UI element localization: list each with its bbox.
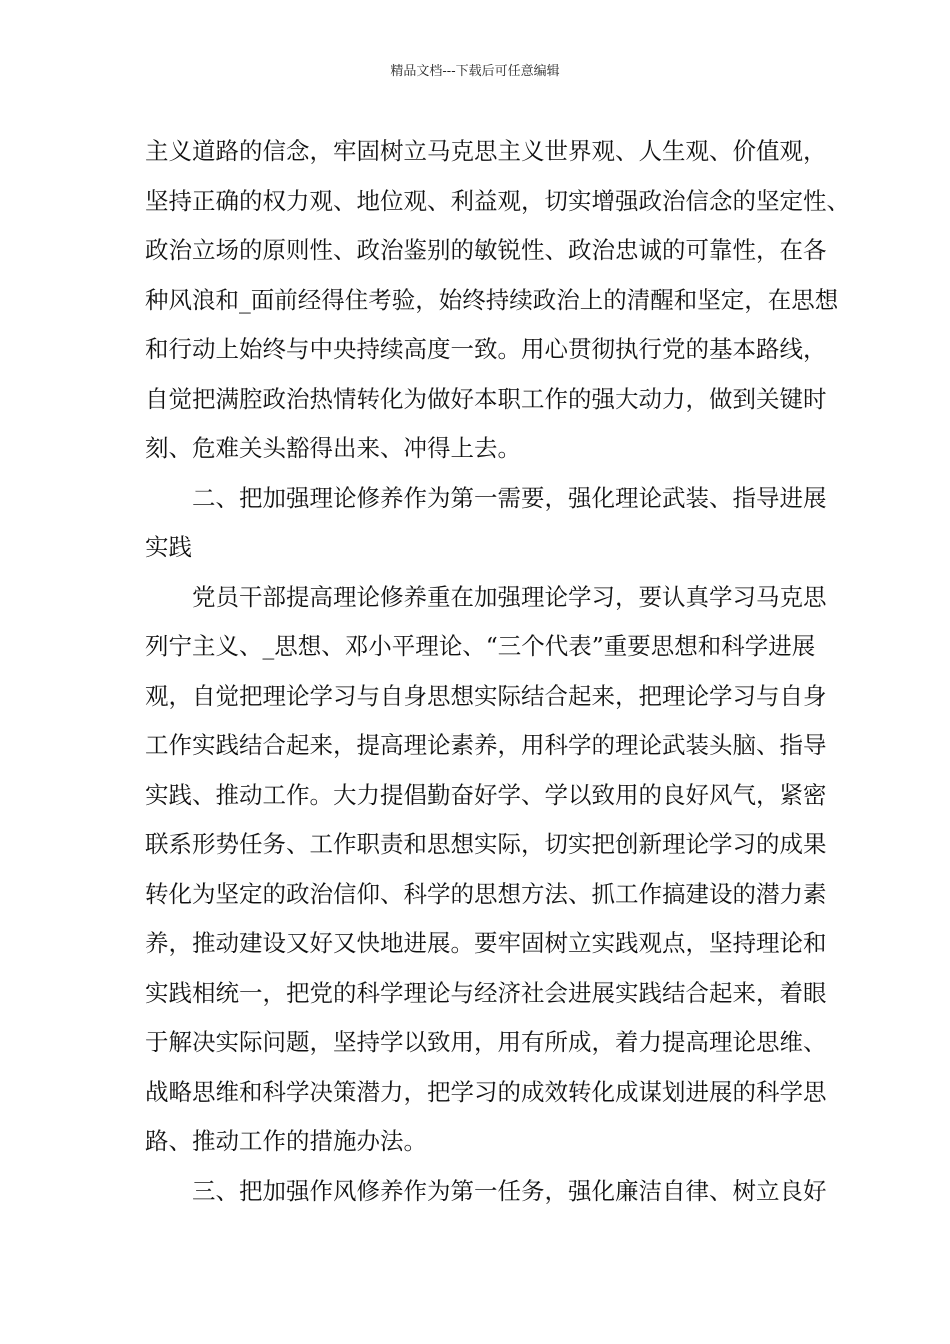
text-line: 养，推动建设又好又快地进展。要牢固树立实践观点，坚持理论和 — [145, 929, 827, 957]
page-header: 精品文档---下载后可任意编辑 — [390, 64, 560, 79]
text-line: 主义道路的信念，牢固树立马克思主义世界观、人生观、价值观， — [145, 137, 827, 165]
text-line: 自觉把满腔政治热情转化为做好本职工作的强大动力，做到关键时 — [145, 384, 827, 413]
text-line: 刻、危难关头豁得出来、冲得上去。 — [145, 434, 521, 462]
text-line: 政治立场的原则性、政治鉴别的敏锐性、政治忠诚的可靠性，在各 — [145, 236, 827, 264]
body-text — [145, 133, 850, 1222]
text-line: 观，自觉把理论学习与自身思想实际结合起来，把理论学习与自身 — [145, 681, 827, 710]
text-line: 列宁主义、_思想、邓小平理论、“三个代表”重要思想和科学进展 — [145, 632, 816, 660]
text-line: 转化为坚定的政治信仰、科学的思想方法、抓工作搞建设的潜力素 — [145, 879, 827, 908]
section-heading-continuation: 实践 — [145, 533, 192, 561]
section-heading: 二、把加强理论修养作为第一需要，强化理论武装、指导进展 — [192, 483, 827, 512]
text-line: 种风浪和_面前经得住考验，始终持续政治上的清醒和坚定，在思想 — [145, 285, 839, 314]
text-line: 路、推动工作的措施办法。 — [145, 1127, 427, 1155]
text-line: 坚持正确的权力观、地位观、利益观，切实增强政治信念的坚定性、 — [145, 186, 850, 215]
text-line: 工作实践结合起来，提高理论素养，用科学的理论武装头脑、指导 — [145, 731, 827, 759]
section-heading: 三、把加强作风修养作为第一任务，强化廉洁自律、树立良好 — [192, 1176, 827, 1205]
text-line: 联系形势任务、工作职责和思想实际，切实把创新理论学习的成果 — [145, 830, 827, 858]
text-line: 和行动上始终与中央持续高度一致。用心贯彻执行党的基本路线， — [145, 335, 827, 363]
paragraph-start: 党员干部提高理论修养重在加强理论学习，要认真学习马克思 — [192, 582, 827, 611]
text-line: 实践、推动工作。大力提倡勤奋好学、学以致用的良好风气，紧密 — [145, 780, 827, 809]
text-line: 战略思维和科学决策潜力，把学习的成效转化成谋划进展的科学思 — [145, 1077, 827, 1106]
text-line: 于解决实际问题，坚持学以致用，用有所成，着力提高理论思维、 — [145, 1028, 827, 1056]
text-line: 实践相统一，把党的科学理论与经济社会进展实践结合起来，着眼 — [145, 978, 827, 1007]
